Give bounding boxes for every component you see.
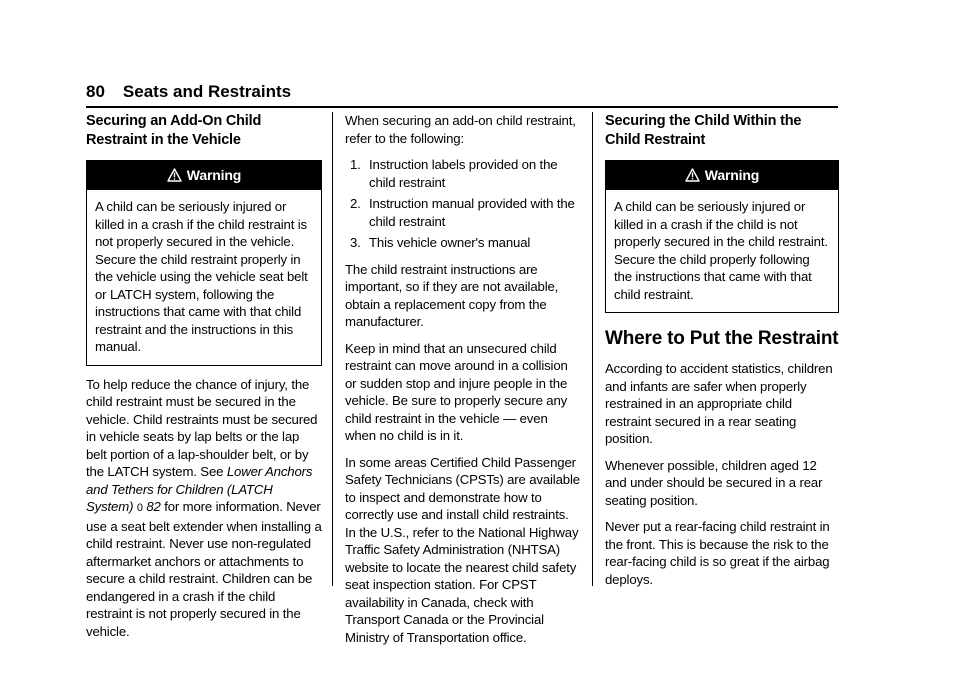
list-item	[345, 234, 581, 252]
column-1	[86, 112, 322, 649]
paragraph: In some areas Certified Child Passenger Safety Technicians (CPSTs) are available to inspect and demonstrate how to correctly use and install child restraints. In the U.S., refer to the National Highway Traffic Safety Administration (NHTSA) website to locate the nearest child safety seat inspection station. For CPST availability in Canada, check with Transport Canada or the Provincial Ministry of Transportation office.	[345, 454, 580, 645]
page-number: 80	[86, 82, 105, 101]
column-divider	[592, 112, 593, 586]
list-text: This vehicle owner's manual	[369, 235, 531, 250]
column-divider	[332, 112, 333, 586]
subsection-heading: Securing an Add-On Child Restraint in the Vehicle	[86, 113, 262, 148]
subsection-heading: Securing the Child Within the Child Restraint	[605, 113, 802, 148]
list-item	[345, 195, 581, 230]
warning-text: A child can be seriously injured or killed in a crash if the child is not properly secured in the child restraint. Secure the child properly following the instructions that came with that child restraint.	[614, 199, 828, 302]
warning-box	[605, 160, 839, 313]
page-reference-icon: 0	[136, 502, 143, 514]
section-heading: Where to Put the Restraint	[605, 328, 839, 349]
header-rule	[86, 106, 838, 108]
numbered-list	[345, 156, 581, 252]
section-title: Seats and Restraints	[122, 82, 292, 101]
warning-text: A child can be seriously injured or killed in a crash if the child restraint is not properly secured in the vehicle. Secure the child restraint properly in the vehicle using the vehicle seat belt or LATCH system, following the instructions that came with that child restraint and the instructions in this manual.	[95, 199, 308, 354]
cross-reference-link[interactable]: Lower Anchors and Tethers for Children (LATCH System)	[86, 464, 313, 514]
warning-triangle-icon	[685, 163, 700, 192]
list-number: 3.	[350, 235, 361, 250]
column-3	[605, 112, 839, 597]
warning-label: Warning	[186, 167, 242, 183]
warning-header	[87, 161, 321, 190]
column-2	[345, 112, 581, 655]
paragraph: According to accident statistics, children and infants are safer when properly restrained in an appropriate child restraint secured in a rear seating position.	[605, 361, 833, 446]
list-text: Instruction manual provided with the child restraint	[369, 196, 575, 229]
page-header	[86, 82, 876, 102]
warning-triangle-icon	[167, 163, 182, 192]
header-text	[86, 82, 876, 102]
paragraph-text: for more information. Never use a seat belt extender when installing a child restraint. Never use non-regulated aftermarket anchors or attachments to secure a child restraint. Children can be endangered in a crash if the child restraint is not properly secured in the vehicle.	[86, 499, 322, 639]
list-number: 2.	[350, 196, 361, 211]
list-number: 1.	[350, 157, 361, 172]
list-text: Instruction labels provided on the child restraint	[369, 157, 558, 190]
paragraph: Never put a rear-facing child restraint in the front. This is because the risk to the rear-facing child is so great if the airbag deploys.	[605, 519, 830, 587]
warning-box	[86, 160, 322, 366]
paragraph: Keep in mind that an unsecured child restraint can move around in a collision or sudden stop and injure people in the vehicle. Be sure to properly secure any child restraint in the vehicle — even when no child is in it.	[345, 340, 568, 443]
warning-label: Warning	[704, 167, 760, 183]
warning-header	[606, 161, 838, 190]
paragraph-text: To help reduce the chance of injury, the child restraint must be secured in the vehicle. Child restraints must be secured in vehicle seats by lap belts or the lap belt portion of a lap-shoulder belt, or by the LATCH system. See	[86, 376, 318, 479]
paragraph: When securing an add-on child restraint, refer to the following:	[345, 113, 576, 146]
cross-reference-page[interactable]: 82	[146, 499, 161, 514]
list-item	[345, 156, 581, 191]
paragraph: Whenever possible, children aged 12 and under should be secured in a rear seating position.	[605, 457, 823, 508]
paragraph: The child restraint instructions are important, so if they are not available, obtain a replacement copy from the manufacturer.	[345, 261, 559, 329]
paragraph	[86, 376, 322, 641]
